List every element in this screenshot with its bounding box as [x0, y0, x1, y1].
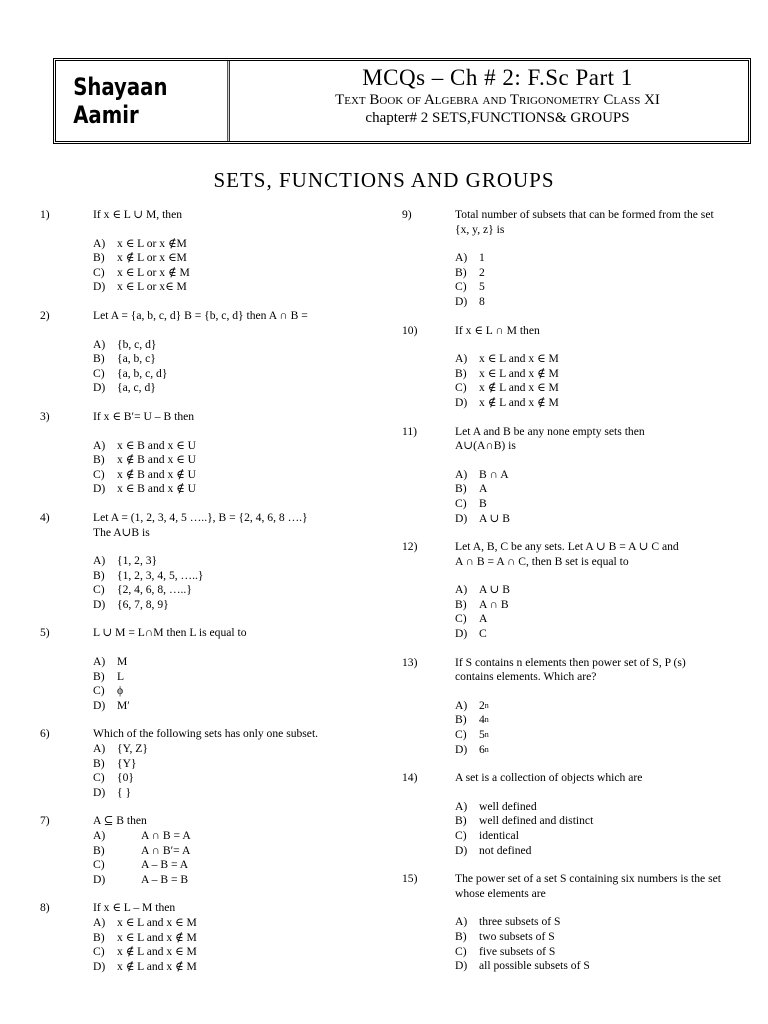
answer-option [455, 612, 724, 627]
question-stem: Let A, B, C be any sets. Let A ∪ B = A ∪ C and A ∩ B = A ∩ C, then B set is equal to [455, 540, 679, 568]
answer-option [455, 396, 724, 411]
option-text: five subsets of S [479, 944, 556, 958]
question-number: 10) [402, 323, 418, 337]
option-text: two subsets of S [479, 929, 555, 943]
question-stem: L ∪ M = L∩M then L is equal to [93, 626, 247, 640]
header-title-block [247, 61, 748, 141]
option-text: all possible subsets of S [479, 959, 590, 973]
option-label: B) [93, 453, 105, 467]
option-label: B) [93, 669, 105, 683]
option-text: B ∩ A [479, 467, 509, 481]
question-body [93, 511, 370, 613]
option-text: {Y} [117, 756, 137, 770]
option-text: 1 [479, 251, 485, 265]
option-label: B) [93, 843, 105, 857]
answer-option [455, 930, 724, 945]
option-text: {6, 7, 8, 9} [117, 597, 169, 611]
option-label: A) [93, 438, 106, 452]
option-label: C) [455, 496, 467, 510]
option-superscript: n [484, 744, 489, 754]
option-label: A) [93, 829, 106, 842]
option-label: C) [93, 945, 105, 959]
question [40, 309, 370, 396]
option-label: A) [455, 698, 468, 712]
answer-option [93, 742, 370, 757]
option-text: { } [117, 785, 132, 799]
question-body [455, 872, 724, 974]
answer-option [455, 743, 724, 758]
option-text: not defined [479, 843, 532, 857]
option-text: x ∈ L and x ∉ M [479, 366, 559, 380]
option-label: B) [455, 265, 467, 279]
answer-option [93, 280, 370, 295]
answer-option [93, 960, 370, 975]
option-label: A) [455, 251, 468, 265]
option-text: x ∉ L and x ∈ M [117, 945, 197, 959]
option-label: B) [93, 568, 105, 582]
question-number: 14) [402, 771, 418, 785]
option-text: M′ [117, 698, 130, 712]
question-number: 3) [40, 409, 50, 423]
option-text: A ∩ B′= A [141, 843, 191, 857]
option-label: C) [455, 829, 467, 842]
answer-option [455, 915, 724, 930]
answer-option [93, 844, 370, 859]
option-text: A – B = B [141, 872, 189, 886]
question-number: 8) [40, 901, 50, 915]
option-label: B) [93, 930, 105, 944]
question-body [455, 540, 724, 642]
question [40, 901, 370, 974]
question-body [93, 727, 370, 800]
option-text: x ∉ B and x ∈ U [117, 453, 196, 467]
question-body [93, 410, 370, 497]
option-text: A ∪ B [479, 583, 510, 597]
option-label: D) [93, 698, 106, 712]
answer-option [93, 931, 370, 946]
option-label: C) [93, 858, 105, 872]
option-text: A ∩ B = A [141, 829, 191, 842]
answer-option [93, 569, 370, 584]
question-stem: Let A = {a, b, c, d} B = {b, c, d} then A ∩ B = [93, 308, 308, 322]
answer-option [455, 814, 724, 829]
option-label: D) [93, 381, 106, 395]
question-stem: Total number of subsets that can be formed from the set {x, y, z} is [455, 208, 714, 236]
answer-option [93, 352, 370, 367]
question-stem: If x ∈ L – M then [93, 901, 176, 915]
option-text: x ∉ L and x ∈ M [479, 381, 559, 395]
header-subtitle: Text Book of Algebra and Trigonometry Class XI [335, 92, 660, 108]
option-label: C) [93, 265, 105, 279]
option-label: C) [93, 366, 105, 380]
option-text: 8 [479, 294, 485, 308]
answer-option [455, 844, 724, 859]
option-text: x ∉ L and x ∉ M [479, 395, 559, 409]
answer-option [455, 512, 724, 527]
question-stem: Let A = (1, 2, 3, 4, 5 …..}, B = {2, 4, 6, 8 ….} The A∪B is [93, 510, 308, 539]
question-body [455, 771, 724, 858]
answer-option [455, 251, 724, 266]
answer-option [455, 352, 724, 367]
question-number: 9) [402, 208, 412, 221]
question-number: 15) [402, 872, 418, 886]
option-text: L [117, 669, 125, 683]
option-text: 2 [479, 698, 485, 712]
header-chapter: chapter# 2 SETS,FUNCTIONS& GROUPS [365, 110, 630, 126]
option-text: {a, c, d} [117, 381, 156, 395]
option-label: C) [455, 280, 467, 294]
option-label: C) [93, 583, 105, 597]
option-label: D) [93, 597, 106, 611]
question-number: 4) [40, 510, 50, 524]
option-label: D) [93, 280, 106, 294]
option-label: C) [93, 467, 105, 481]
option-text: A [479, 482, 488, 496]
answer-option [455, 295, 724, 310]
question-stem: If x ∈ L ∩ M then [455, 323, 540, 337]
option-label: D) [455, 627, 468, 641]
option-text: three subsets of S [479, 915, 561, 929]
header-box [53, 58, 751, 144]
question-number: 1) [40, 208, 50, 221]
option-text: C [479, 627, 487, 641]
answer-option [93, 583, 370, 598]
option-text: B [479, 496, 487, 510]
question [40, 814, 370, 887]
answer-option [93, 482, 370, 497]
answer-option [93, 439, 370, 454]
answer-option [455, 266, 724, 281]
answer-option [455, 627, 724, 642]
question [402, 656, 724, 758]
option-text: A ∪ B [479, 511, 510, 525]
option-text: {a, b, c, d} [117, 366, 168, 380]
option-label: B) [93, 251, 105, 265]
option-superscript: n [484, 715, 489, 725]
answer-option [93, 786, 370, 801]
question-stem: A set is a collection of objects which are [455, 771, 643, 785]
question-stem: The power set of a set S containing six numbers is the set whose elements are [455, 872, 721, 900]
option-text: {1, 2, 3, 4, 5, …..} [117, 568, 204, 582]
answer-option [93, 916, 370, 931]
answer-option [93, 829, 370, 844]
header-title: MCQs – Ch # 2: F.Sc Part 1 [362, 65, 633, 90]
answer-option [455, 728, 724, 743]
answer-option [455, 482, 724, 497]
answer-option [455, 583, 724, 598]
question [40, 511, 370, 613]
option-label: A) [455, 467, 468, 481]
answer-option [455, 959, 724, 974]
question-body [455, 208, 724, 310]
answer-option [93, 468, 370, 483]
option-text: x ∉ B and x ∉ U [117, 467, 196, 481]
answer-option [455, 945, 724, 960]
question-body [455, 324, 724, 411]
author-name: Shayaan Aamir [73, 61, 230, 141]
answer-option [93, 873, 370, 888]
option-text: A ∩ B [479, 597, 509, 611]
option-label: C) [455, 612, 467, 626]
option-label: B) [455, 814, 467, 828]
right-column [402, 208, 724, 988]
option-label: C) [455, 944, 467, 958]
option-label: D) [93, 872, 106, 886]
answer-option [455, 713, 724, 728]
answer-option [93, 684, 370, 699]
option-text: {1, 2, 3} [117, 554, 158, 568]
option-label: A) [455, 583, 468, 597]
question-number: 13) [402, 655, 418, 669]
option-text: well defined [479, 799, 537, 813]
option-superscript: n [484, 730, 489, 740]
answer-option [455, 800, 724, 815]
option-text: x ∉ L or x ∈M [117, 251, 187, 265]
question-body [93, 208, 370, 295]
option-label: B) [93, 352, 105, 366]
question [40, 626, 370, 713]
option-label: D) [455, 742, 468, 756]
option-text: 2 [479, 265, 485, 279]
option-text: x ∈ L or x∈ M [117, 280, 187, 294]
option-text: {a, b, c} [117, 352, 156, 366]
question [402, 540, 724, 642]
option-label: B) [93, 756, 105, 770]
answer-option [455, 381, 724, 396]
answer-option [93, 771, 370, 786]
answer-option [93, 858, 370, 873]
question [402, 208, 724, 310]
option-text: 6 [479, 742, 485, 756]
question-number: 6) [40, 727, 50, 741]
answer-option [93, 266, 370, 281]
answer-option [93, 598, 370, 613]
option-label: D) [455, 959, 468, 973]
option-text: x ∈ B and x ∈ U [117, 438, 196, 452]
answer-option [93, 699, 370, 714]
answer-option [93, 338, 370, 353]
answer-option [93, 670, 370, 685]
option-label: B) [455, 929, 467, 943]
question [40, 727, 370, 800]
option-label: B) [455, 597, 467, 611]
answer-option [455, 699, 724, 714]
answer-option [455, 468, 724, 483]
option-label: D) [455, 511, 468, 525]
option-label: C) [93, 771, 105, 785]
option-text: ϕ [117, 684, 124, 698]
question-body [93, 901, 370, 974]
option-text: {2, 4, 6, 8, …..} [117, 583, 192, 597]
option-label: D) [93, 785, 106, 799]
option-text: 5 [479, 280, 485, 294]
question [40, 410, 370, 497]
question-stem: Let A and B be any none empty sets then A∪(A∩B) is [455, 424, 645, 453]
option-label: A) [93, 915, 106, 929]
question-stem: A ⊆ B then [93, 814, 147, 828]
option-label: B) [455, 482, 467, 496]
option-text: {0} [117, 771, 134, 785]
option-text: A [479, 612, 488, 626]
question-number: 5) [40, 626, 50, 640]
question-stem: If x ∈ L ∪ M, then [93, 208, 183, 221]
option-label: B) [455, 366, 467, 380]
answer-option [455, 367, 724, 382]
question-body [93, 309, 370, 396]
question-body [93, 814, 370, 887]
question-number: 2) [40, 308, 50, 322]
question [402, 324, 724, 411]
option-label: A) [93, 655, 106, 669]
option-label: A) [93, 742, 106, 756]
option-label: A) [93, 236, 106, 250]
option-label: D) [455, 395, 468, 409]
option-label: A) [93, 337, 106, 351]
option-text: well defined and distinct [479, 814, 594, 828]
question-body [93, 626, 370, 713]
option-text: x ∈ L or x ∉M [117, 236, 187, 250]
option-text: identical [479, 829, 519, 842]
answer-option [93, 453, 370, 468]
option-label: D) [455, 294, 468, 308]
question-stem: Which of the following sets has only one subset. [93, 727, 319, 741]
question [402, 425, 724, 527]
option-label: A) [93, 554, 106, 568]
answer-option [93, 367, 370, 382]
answer-option [455, 598, 724, 613]
option-text: x ∈ L and x ∉ M [117, 930, 197, 944]
answer-option [93, 554, 370, 569]
answer-option [93, 381, 370, 396]
answer-option [93, 237, 370, 252]
question-number: 11) [402, 424, 418, 438]
option-label: C) [93, 684, 105, 698]
option-text: x ∈ B and x ∉ U [117, 482, 196, 496]
option-label: A) [455, 915, 468, 929]
option-text: x ∈ L and x ∈ M [479, 352, 559, 366]
question-number: 7) [40, 814, 50, 828]
question-body [455, 425, 724, 527]
question-body [455, 656, 724, 758]
answer-option [93, 945, 370, 960]
question-number: 12) [402, 540, 418, 554]
option-label: C) [455, 728, 467, 742]
option-label: B) [455, 713, 467, 727]
answer-option [93, 757, 370, 772]
option-text: 5 [479, 728, 485, 742]
option-label: D) [93, 959, 106, 973]
option-text: 4 [479, 713, 485, 727]
option-text: x ∈ L and x ∈ M [117, 915, 197, 929]
option-label: A) [455, 799, 468, 813]
question [40, 208, 370, 295]
option-text: A – B = A [141, 858, 189, 872]
option-superscript: n [484, 700, 489, 710]
answer-option [455, 280, 724, 295]
page-title: SETS, FUNCTIONS AND GROUPS [213, 168, 555, 192]
question [402, 771, 724, 858]
answer-option [455, 829, 724, 844]
answer-option [455, 497, 724, 512]
option-text: {b, c, d} [117, 337, 157, 351]
answer-option [93, 655, 370, 670]
option-label: D) [455, 843, 468, 857]
option-label: C) [455, 381, 467, 395]
option-text: M [117, 655, 128, 669]
question-stem: If x ∈ B′= U – B then [93, 409, 195, 423]
option-text: x ∉ L and x ∉ M [117, 959, 197, 973]
option-text: {Y, Z} [117, 742, 148, 756]
left-column [40, 208, 370, 988]
answer-option [93, 251, 370, 266]
question [402, 872, 724, 974]
question-stem: If S contains n elements then power set of S, P (s) contains elements. Which are? [455, 655, 686, 684]
option-label: A) [455, 352, 468, 366]
option-label: D) [93, 482, 106, 496]
option-text: x ∈ L or x ∉ M [117, 265, 190, 279]
